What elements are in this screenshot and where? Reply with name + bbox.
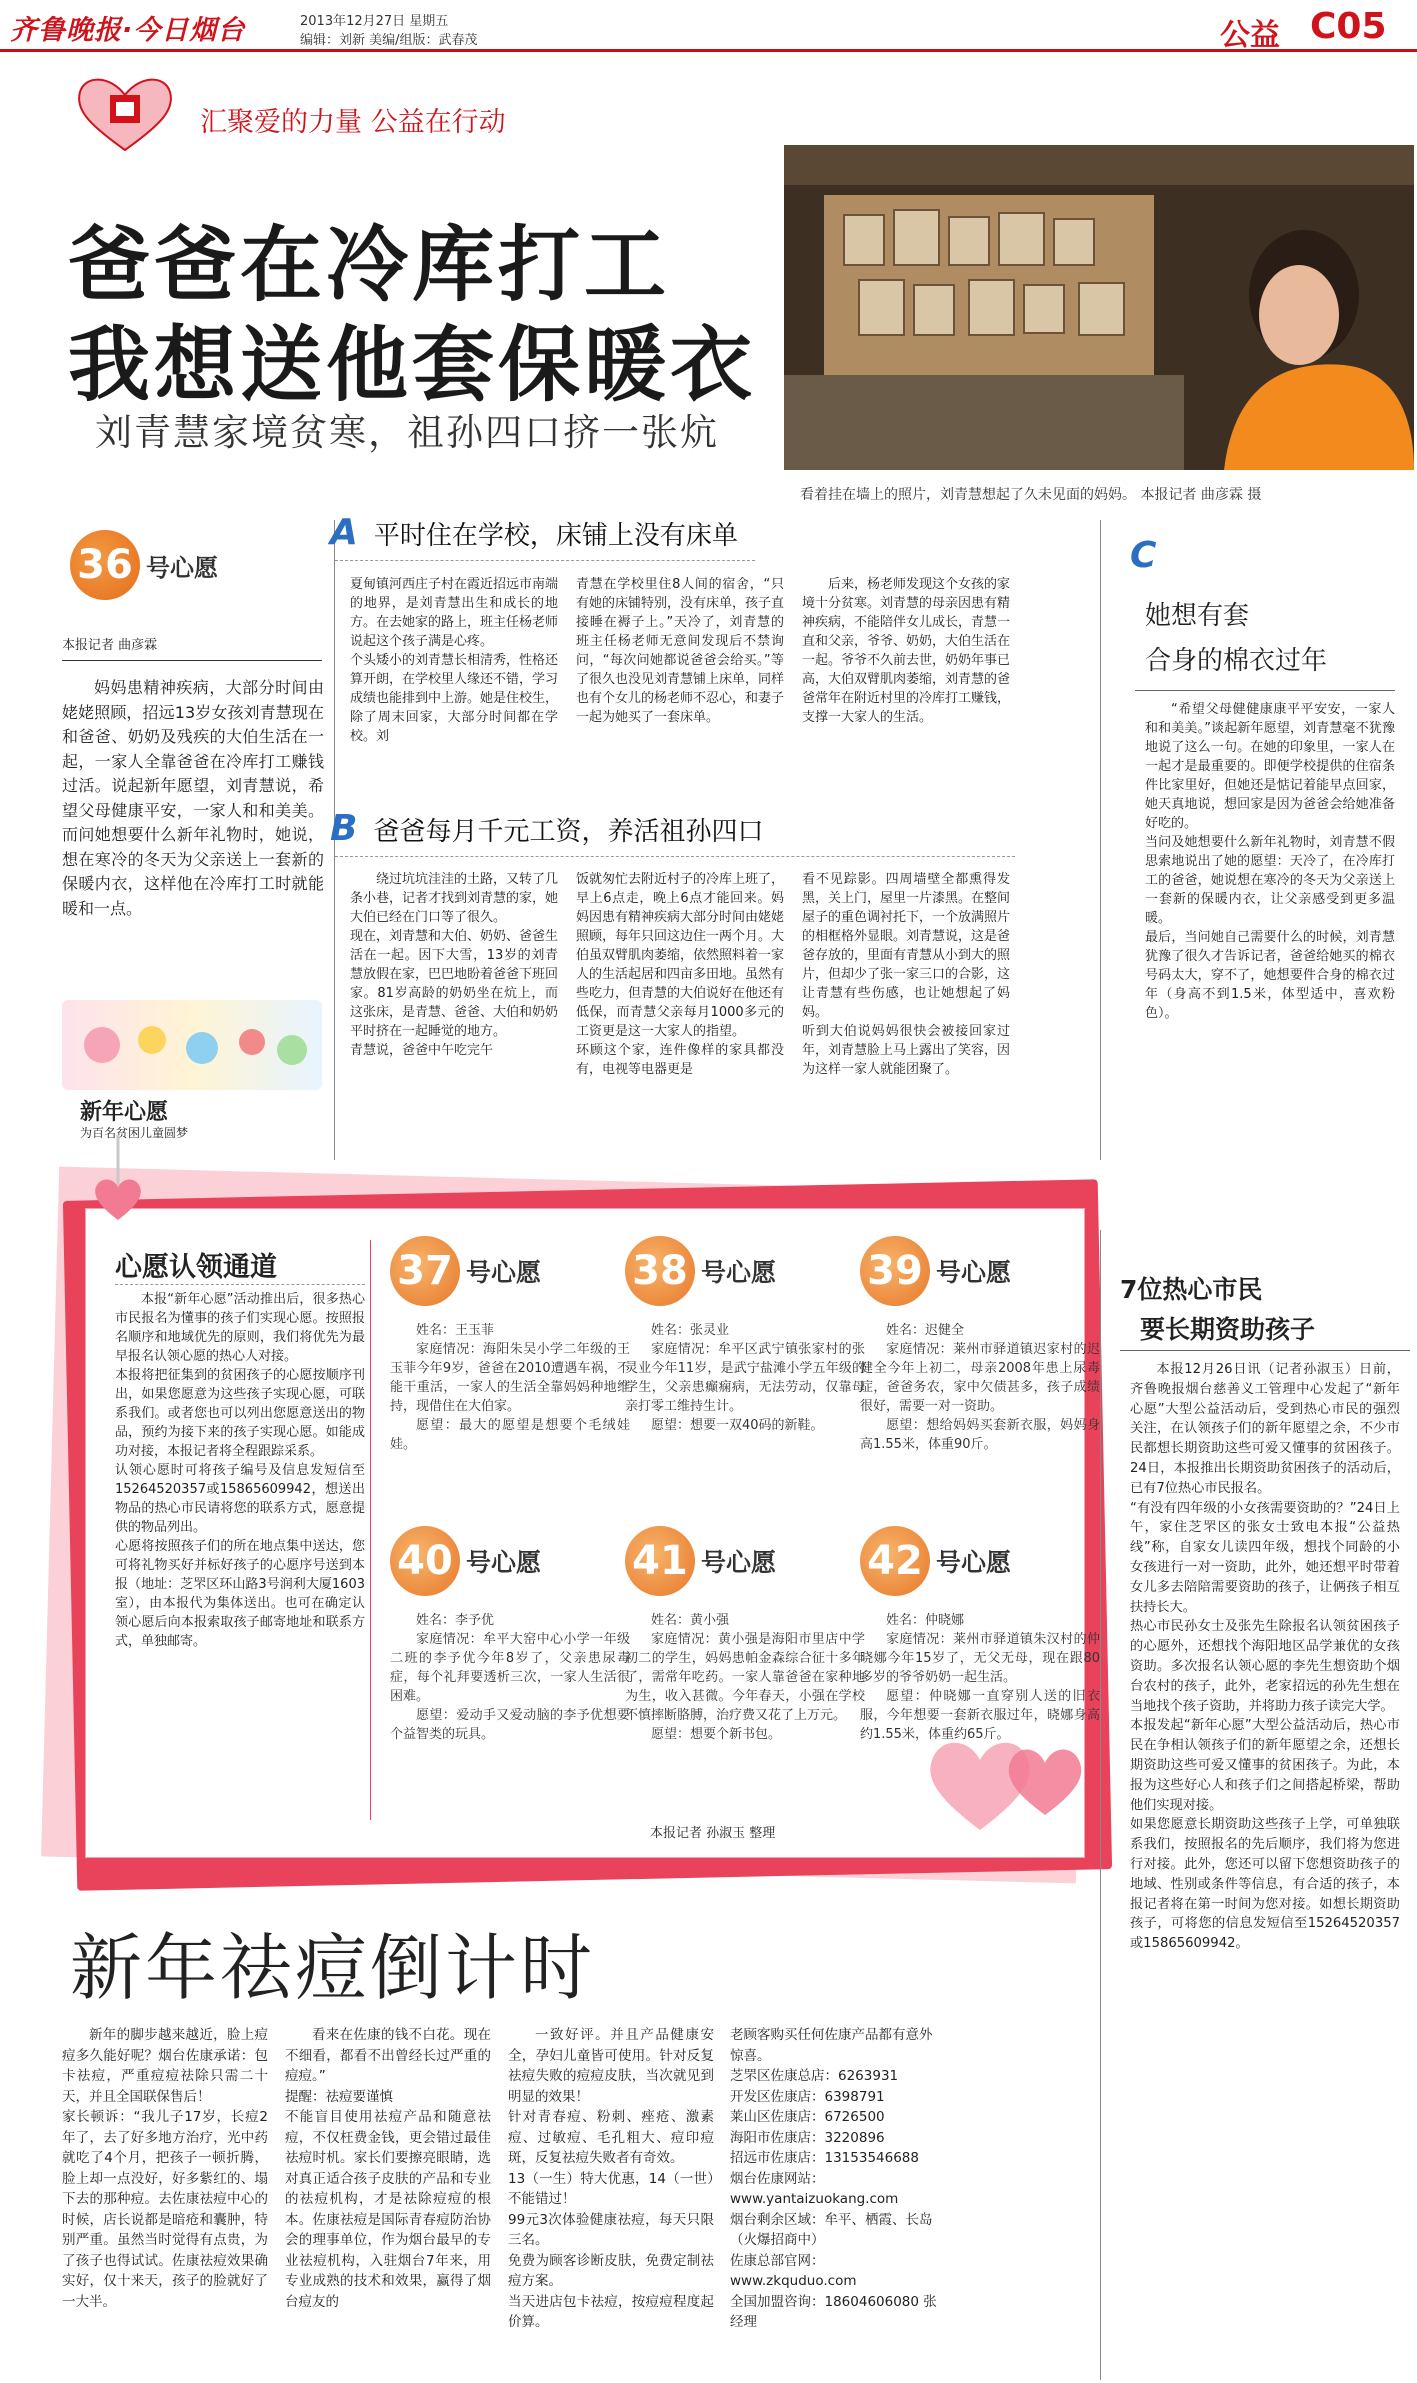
- wish-40-number: 40: [390, 1526, 460, 1596]
- wish-38-name: 姓名：张灵业: [651, 1323, 730, 1338]
- promo-subtitle: 为百名贫困儿童圆梦: [80, 1126, 189, 1140]
- wishes-credit: 本报记者 孙淑玉 整理: [650, 1826, 776, 1841]
- column-divider-right: [1100, 520, 1101, 1160]
- wish-39-situation: 家庭情况：莱州市驿道镇迟家村的迟健全今年上初二，母亲2008年患上尿毒症，爸爸务农，家中欠债甚多，孩子成绩很好，需要一对一资助。: [860, 1342, 1100, 1414]
- wish-41-label: 号心愿: [701, 1548, 777, 1577]
- section-a-column-2: 青慧在学校里住8人间的宿舍，“只有她的床铺特别，没有床单，孩子直接睡在褥子上。”天冷了，刘青慧的班主任杨老师无意间发现后不禁询问，“每次问她都说爸爸会给买。”等了很久也没见刘青慧铺上床单，同样也有个女儿的杨老师不忍心，和妻子一起为她买了一套床单。: [576, 577, 785, 725]
- wish-39-wish: 愿望：想给妈妈买套新衣服，妈妈身高1.55米，体重90斤。: [860, 1418, 1100, 1452]
- wish-42-name: 姓名：仲晓娜: [886, 1613, 965, 1628]
- channel-title: 心愿认领通道: [115, 1252, 277, 1283]
- wish-label: 号心愿: [146, 553, 218, 582]
- channel-text: 本报“新年心愿”活动推出后，很多热心市民报名为懂事的孩子们实现心愿。按照报名顺序和地域优先的原则，我们将优先为最早报名认领心愿的热心人对接。 本报将把征集到的贫困孩子的心愿按顺序刊出，如果您愿意为这些孩子实现心愿，可联系我们。或者您也可以列出您愿意送出的物品，预约为接下来的孩子实现心愿。如能成功对接，本报记者将全程跟踪采系。 认领心愿时可将孩子编号及信息发短信至15264520357或15865609942，想送出物品的热心市民请将您的联系方式，愿意提供的物品列出。 心愿将按照孩子们的所在地点集中送达，您可将礼物买好并标好孩子的心愿序号送到本报（地址：芝罘区环山路3号润利大厦1603室），由本报代为集体送出。也可在确定认领心愿后向本报索取孩子邮寄地址和联系方式，单独邮寄。: [115, 1292, 365, 1649]
- right-column-divider: [1100, 1230, 1101, 2380]
- section-a-letter: A: [330, 512, 358, 553]
- section-a-rule: [335, 560, 755, 562]
- wish-41: [625, 1525, 865, 1744]
- wish-38: [625, 1235, 865, 1435]
- wish-40-label: 号心愿: [466, 1548, 542, 1577]
- wish-39-number: 39: [860, 1236, 930, 1306]
- wish-42-wish: 愿望：仲晓娜一直穿别人送的旧衣服，今年想要一套新衣服过年，晓娜身高约1.55米，体重约65斤。: [860, 1689, 1100, 1742]
- headline-line-2: 我想送他套保暖衣: [68, 318, 757, 413]
- headline-line-1: 爸爸在冷库打工: [68, 218, 671, 313]
- wish-38-number: 38: [625, 1236, 695, 1306]
- wish-40: [390, 1525, 630, 1744]
- ad-column-4: 老顾客购买任何佐康产品都有意外惊喜。 芝罘区佐康总店：6263931 开发区佐康店：6398791 莱山区佐康店：6726500 海阳市佐康店：3220896 招远市佐康店：13153546688 烟台佐康网站：www.yantaizuokang.com 烟台剩余区域：牟平、栖霞、长岛（火爆招商中） 佐康总部官网：www.zkquduo.com 全国加盟咨询：18604606080 张经理: [730, 2027, 937, 2330]
- section-a-heading: [330, 512, 738, 553]
- section-b-column-1: 绕过坑坑洼洼的土路，又转了几条小巷，记者才找到刘青慧的家，她大伯已经在门口等了很久。 现在，刘青慧和大伯、奶奶、爸爸生活在一起。因下大雪，13岁的刘青慧放假在家，巴巴地盼着爸爸下班回家。81岁高龄的奶奶坐在炕上，而这张床，是青慧、爸爸、大伯和奶奶平时挤在一起睡觉的地方。 青慧说，爸爸中午吃完午: [350, 872, 559, 1058]
- wish-40-name: 姓名：李予优: [416, 1613, 495, 1628]
- side-story-text: 本报12月26日讯（记者孙淑玉）日前，齐鲁晚报烟台慈善义工管理中心发起了“新年心愿”大型公益活动后，受到热心市民的强烈关注，在认领孩子们的新年愿望之余，不少市民都想长期资助这些可爱又懂事的贫困孩子。24日，本报推出长期资助贫困孩子的活动后，已有7位热心市民报名。 “有没有四年级的小女孩需要资助的？”24日上午，家住芝罘区的张女士致电本报“公益热线”称，自家女儿读四年级，想找个同龄的小女孩进行一对一资助，此外，她还想平时带着女儿多去陪陪需要资助的孩子，让俩孩子相互扶持长大。 热心市民孙女士及张先生除报名认领贫困孩子的心愿外，还想找个海阳地区品学兼优的女孩资助。多次报名认领心愿的李先生想资助个烟台农村的孩子，此外，老家招远的孙先生想在当地找个孩子资助，并将助力孩子读完大学。 本报发起“新年心愿”大型公益活动后，热心市民在争相认领孩子们的新年愿望之余，还想长期资助这些可爱又懂事的贫困孩子。为此，本报为这些好心人和孩子们之间搭起桥梁，帮助他们实现对接。 如果您愿意长期资助这些孩子上学，可单独联系我们，按照报名的先后顺序，我们将为您进行对接。此外，您还可以留下您想资助孩子的地域、性别或条件等信息，有合适的孩子，本报记者将在第一时间为您对接。如想长期资助孩子，可将您的信息发短信至15264520357或15865609942。: [1130, 1362, 1400, 1952]
- card-divider: [370, 1240, 371, 1820]
- section-b-heading: [330, 808, 763, 849]
- ad-title: 新年祛痘倒计时: [70, 1926, 596, 2010]
- wish-38-wish: 愿望：想要一双40码的新鞋。: [651, 1418, 824, 1433]
- wish-41-name: 姓名：黄小强: [651, 1613, 730, 1628]
- ad-column-1: 新年的脚步越来越近，脸上痘痘多久能好呢？烟台佐康承诺：包卡祛痘，严重痘痘祛除只需二十天，并且全国联保售后！ 家长顿诉：“我儿子17岁，长痘2年了，去了好多地方治疗，光中药就吃了4个月，把孩子一顿折腾，脸上却一点没好，好多紫红的、塌下去的那种痘。去佐康祛痘中心的时候，店长说都是暗疮和囊肿，特别严重。虽然当时觉得有点贵，为了孩子也得试试。佐康祛痘效果确实好，仅十来天，孩子的脸就好了一大半。: [62, 2027, 268, 2310]
- news-photo: [784, 145, 1414, 470]
- masthead: 齐鲁晚报·今日烟台: [10, 15, 246, 46]
- section-b-title: 爸爸每月千元工资，养活祖孙四口: [373, 817, 764, 847]
- wish-37-situation: 家庭情况：海阳朱吴小学二年级的王玉菲今年9岁，爸爸在2010遭遇车祸，不能干重活，一家人的生活全靠妈妈种地维持，现借住在大伯家。: [390, 1342, 630, 1414]
- dateline: 2013年12月27日 星期五: [300, 14, 449, 29]
- wish-42-situation: 家庭情况：莱州市驿道镇朱汉村的仲晓娜今年15岁了，无父无母，现在跟80多岁的爷爷奶奶一起生活。: [860, 1632, 1100, 1685]
- section-c-rule: [1135, 690, 1395, 691]
- side-story-title-2: 要长期资助孩子: [1140, 1315, 1316, 1344]
- wish-37: [390, 1235, 630, 1454]
- wish-40-wish: 愿望：爱动手又爱动脑的李予优想要个益智类的玩具。: [390, 1708, 630, 1742]
- section-c-letter: C: [1130, 535, 1157, 576]
- section-b-letter: B: [330, 808, 358, 849]
- byline: 本报记者 曲彦霖: [62, 638, 158, 653]
- byline-rule: [62, 660, 322, 661]
- section-a-column-1: 夏甸镇河西庄子村在霞近招远市南端的地界，是刘青慧出生和成长的地方。在去她家的路上，班主任杨老师说起这个孩子满是心疼。 个头矮小的刘青慧长相清秀，性格还算开朗，在学校里人缘还不错，学习成绩也能排到中上游。她是住校生，除了周末回家，大部分时间都在学校。刘: [350, 577, 559, 744]
- wish-41-situation: 家庭情况：黄小强是海阳市里店中学初二的学生，妈妈患帕金森综合征十多年了，需常年吃药。一家人靠爸爸在家种地为生，收入甚微。今年春天，小强在学校不慎摔断胳膊，治疗费又花了上万元。: [625, 1632, 865, 1723]
- section-c-title-1: 她想有套: [1145, 601, 1250, 631]
- wish-37-label: 号心愿: [466, 1258, 542, 1287]
- subheadline: 刘青慧家境贫寒，祖孙四口挤一张炕: [95, 411, 719, 454]
- wish-42-number: 42: [860, 1526, 930, 1596]
- photo-caption: 看着挂在墙上的照片，刘青慧想起了久未见面的妈妈。 本报记者 曲彦霖 摄: [800, 487, 1262, 503]
- editors-line: 编辑：刘新 美编/组版：武春茂: [300, 33, 478, 48]
- wish-36-header: [70, 530, 218, 600]
- wish-41-number: 41: [625, 1526, 695, 1596]
- wish-42-label: 号心愿: [936, 1548, 1012, 1577]
- promo-image: [62, 1000, 322, 1090]
- channel-rule: [115, 1284, 365, 1285]
- hearts-icon: [920, 1715, 1100, 1849]
- section-a-title: 平时住在学校，床铺上没有床单: [373, 521, 738, 551]
- promo-title: 新年心愿: [80, 1100, 169, 1125]
- section-b-column-2: 饭就匆忙去附近村子的冷库上班了，早上6点走，晚上6点才能回来。妈妈因患有精神疾病大部分时间由姥姥照顾，每年只回这边住一两个月。大伯虽双臂肌肉萎缩，依然照料着一家人的生活起居和四亩多田地。虽然有些吃力，但青慧的大伯说好在他还有低保，而青慧父亲每月1000多元的工资更是这一大家人的指望。 环顾这个家，连件像样的家具都没有，电视等电器更是: [576, 872, 785, 1077]
- wish-40-situation: 家庭情况：牟平大窑中心小学一年级二班的李予优今年8岁了，父亲患尿毒症，每个礼拜要透析三次，一家人生活很困难。: [390, 1632, 630, 1704]
- wish-42: [860, 1525, 1100, 1744]
- wish-38-situation: 家庭情况：牟平区武宁镇张家村的张灵业今年11岁，是武宁盐滩小学五年级的学生，父亲患癫痫病，无法劳动，仅靠母亲打零工维持生计。: [625, 1342, 865, 1414]
- lead-paragraph: 妈妈患精神疾病，大部分时间由姥姥照顾，招远13岁女孩刘青慧现在和爸爸、奶奶及残疾的大伯生活在一起，一家人全靠爸爸在冷库打工赚钱过活。说起新年愿望，刘青慧说，希望父母健康平安，一家人和和美美。而问她想要什么新年礼物时，她说，想在寒冷的冬天为父亲送上一套新的保暖内衣，这样他在冷库打工时就能暖和一点。: [62, 678, 324, 918]
- ad-column-2: 看来在佐康的钱不白花。现在不细看，都看不出曾经长过严重的痘痘。” 提醒：祛痘要谨慎 不能盲目使用祛痘产品和随意祛痘，不仅枉费金钱，更会错过最佳祛痘时机。家长们要擦亮眼睛，选对真正适合孩子皮肤的产品和专业的祛痘机构，才是祛除痘痘的根本。佐康祛痘是国际青春痘防治协会的理事单位，作为烟台最早的专业祛痘机构，入驻烟台7年来，用专业成熟的技术和效果，赢得了烟台痘友的: [285, 2027, 491, 2310]
- wish-38-label: 号心愿: [701, 1258, 777, 1287]
- section-b-column-3: 看不见踪影。四周墙壁全都熏得发黑，关上门，屋里一片漆黑。在整间屋子的重色调衬托下，一个放满照片的相框格外显眼。刘青慧说，这是爸爸存放的，里面有青慧从小到大的照片，但却少了张一家三口的合影，这让青慧有些伤感，也让她想起了妈妈。 听到大伯说妈妈很快会被接回家过年，刘青慧脸上马上露出了笑容，因为这样一家人就能团聚了。: [802, 872, 1011, 1077]
- wish-number-badge: 36: [70, 530, 140, 600]
- heart-hands-icon: [70, 70, 180, 160]
- wish-39-label: 号心愿: [936, 1258, 1012, 1287]
- wish-37-name: 姓名：王玉菲: [416, 1323, 495, 1338]
- wish-37-wish: 愿望：最大的愿望是想要个毛绒娃娃。: [390, 1418, 630, 1452]
- wish-39: [860, 1235, 1100, 1454]
- section-b-rule: [335, 856, 1015, 858]
- clip-heart-icon: [88, 1125, 148, 1239]
- wish-39-name: 姓名：迟健全: [886, 1323, 965, 1338]
- ad-column-3: 一致好评。并且产品健康安全，孕妇儿童皆可使用。针对反复祛痘失败的痘痘皮肤，当次就见到明显的效果！ 针对青春痘、粉刺、痤疮、激素痘、过敏痘、毛孔粗大、痘印痘斑，反复祛痘失败者有奇效。 13（一生）特大优惠，14（一世）不能错过！ 99元3次体验健康祛痘，每天只限三名。 免费为顾客诊断皮肤，免费定制祛痘方案。 当天进店包卡祛痘，按痘痘程度起价算。: [508, 2027, 714, 2330]
- section-a-column-3: 后来，杨老师发现这个女孩的家境十分贫寒。刘青慧的母亲因患有精神疾病，不能陪伴女儿成长，青慧一直和父亲，爷爷、奶奶，大伯生活在一起。爷爷不久前去世，奶奶年事已高，大伯双臂肌肉萎缩，刘青慧的爸爸常年在附近村里的冷库打工赚钱，支撑一大家人的生活。: [802, 577, 1011, 725]
- page-number: C05: [1310, 6, 1387, 47]
- side-story-title-1: 7位热心市民: [1120, 1275, 1263, 1304]
- section-c-title-2: 合身的棉衣过年: [1145, 646, 1328, 676]
- side-story-rule: [1120, 1350, 1410, 1351]
- wish-41-wish: 愿望：想要个新书包。: [651, 1727, 782, 1742]
- banner-slogan: 汇聚爱的力量 公益在行动: [200, 107, 506, 138]
- wish-37-number: 37: [390, 1236, 460, 1306]
- section-c-text: “希望父母健健康康平平安安，一家人和和美美。”谈起新年愿望，刘青慧毫不犹豫地说了这么一句。在她的印象里，一家人在一起才是最重要的。即便学校提供的住宿条件比家里好，但她还是惦记着能早点回家，她天真地说，想回家是因为爸爸会给她准备好吃的。 当问及她想要什么新年礼物时，刘青慧不假思索地说出了她的愿望：天冷了，在冷库打工的爸爸，她说想在寒冷的冬天为父亲送上一套新的保暖内衣，让父亲感受到更多温暖。 最后，当问她自己需要什么的时候，刘青慧犹豫了很久才告诉记者，爸爸给她买的棉衣号码太大，穿不了，她想要件合身的棉衣过年（身高不到1.5米，体型适中，喜欢粉色）。: [1145, 702, 1395, 1021]
- section-label: 公益: [1220, 18, 1280, 53]
